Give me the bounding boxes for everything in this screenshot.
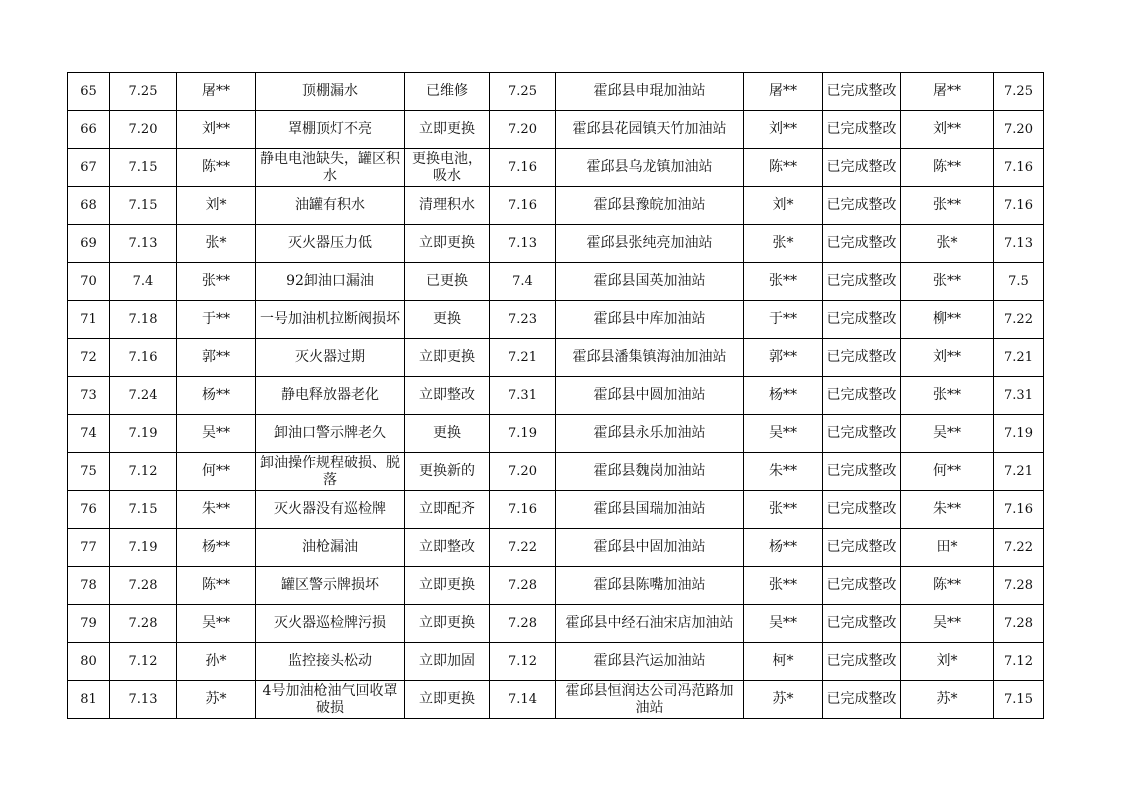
action-cell: 立即整改 <box>405 529 490 567</box>
issue-cell: 灭火器巡检牌污损 <box>256 605 405 643</box>
status-cell: 已完成整改 <box>823 301 901 339</box>
verifier-cell: 田* <box>901 529 994 567</box>
row-number-cell: 75 <box>68 453 110 491</box>
found-date-cell: 7.28 <box>110 567 177 605</box>
table-row <box>68 567 1044 605</box>
action-cell: 立即更换 <box>405 605 490 643</box>
row-number-cell: 72 <box>68 339 110 377</box>
status-cell: 已完成整改 <box>823 149 901 187</box>
verify-date-cell: 7.25 <box>994 73 1044 111</box>
inspector-cell: 陈** <box>177 149 256 187</box>
inspector-cell: 杨** <box>177 529 256 567</box>
station-cell: 霍邱县张纯亮加油站 <box>556 225 744 263</box>
fix-date-cell: 7.20 <box>490 453 556 491</box>
issue-cell: 油枪漏油 <box>256 529 405 567</box>
issue-cell: 灭火器过期 <box>256 339 405 377</box>
responsible-cell: 张** <box>744 263 823 301</box>
verify-date-cell: 7.12 <box>994 643 1044 681</box>
found-date-cell: 7.19 <box>110 415 177 453</box>
issue-cell: 灭火器压力低 <box>256 225 405 263</box>
table-row <box>68 529 1044 567</box>
table-row <box>68 225 1044 263</box>
action-cell: 立即更换 <box>405 111 490 149</box>
row-number-cell: 77 <box>68 529 110 567</box>
verify-date-cell: 7.13 <box>994 225 1044 263</box>
row-number-cell: 80 <box>68 643 110 681</box>
inspector-cell: 何** <box>177 453 256 491</box>
verifier-cell: 刘** <box>901 339 994 377</box>
issue-cell: 卸油口警示牌老久 <box>256 415 405 453</box>
responsible-cell: 杨** <box>744 529 823 567</box>
fix-date-cell: 7.14 <box>490 681 556 719</box>
action-cell: 立即加固 <box>405 643 490 681</box>
inspector-cell: 屠** <box>177 73 256 111</box>
station-cell: 霍邱县潘集镇海油加油站 <box>556 339 744 377</box>
status-cell: 已完成整改 <box>823 643 901 681</box>
action-cell: 清理积水 <box>405 187 490 225</box>
fix-date-cell: 7.4 <box>490 263 556 301</box>
found-date-cell: 7.13 <box>110 681 177 719</box>
action-cell: 立即更换 <box>405 339 490 377</box>
responsible-cell: 于** <box>744 301 823 339</box>
verifier-cell: 陈** <box>901 149 994 187</box>
responsible-cell: 张** <box>744 567 823 605</box>
station-cell: 霍邱县中库加油站 <box>556 301 744 339</box>
found-date-cell: 7.12 <box>110 643 177 681</box>
verify-date-cell: 7.21 <box>994 339 1044 377</box>
row-number-cell: 79 <box>68 605 110 643</box>
verify-date-cell: 7.16 <box>994 149 1044 187</box>
verify-date-cell: 7.5 <box>994 263 1044 301</box>
verifier-cell: 屠** <box>901 73 994 111</box>
inspector-cell: 孙* <box>177 643 256 681</box>
fix-date-cell: 7.23 <box>490 301 556 339</box>
inspector-cell: 张* <box>177 225 256 263</box>
issue-cell: 卸油操作规程破损、脱落 <box>256 453 405 491</box>
verifier-cell: 张* <box>901 225 994 263</box>
issue-cell: 监控接头松动 <box>256 643 405 681</box>
verifier-cell: 吴** <box>901 415 994 453</box>
station-cell: 霍邱县豫皖加油站 <box>556 187 744 225</box>
station-cell: 霍邱县魏岗加油站 <box>556 453 744 491</box>
verifier-cell: 朱** <box>901 491 994 529</box>
action-cell: 已维修 <box>405 73 490 111</box>
status-cell: 已完成整改 <box>823 339 901 377</box>
verify-date-cell: 7.16 <box>994 187 1044 225</box>
fix-date-cell: 7.16 <box>490 187 556 225</box>
issue-cell: 静电释放器老化 <box>256 377 405 415</box>
row-number-cell: 66 <box>68 111 110 149</box>
station-cell: 霍邱县申琨加油站 <box>556 73 744 111</box>
row-number-cell: 69 <box>68 225 110 263</box>
verify-date-cell: 7.31 <box>994 377 1044 415</box>
inspector-cell: 陈** <box>177 567 256 605</box>
action-cell: 更换电池，吸水 <box>405 149 490 187</box>
responsible-cell: 杨** <box>744 377 823 415</box>
fix-date-cell: 7.20 <box>490 111 556 149</box>
table-row <box>68 111 1044 149</box>
found-date-cell: 7.18 <box>110 301 177 339</box>
fix-date-cell: 7.25 <box>490 73 556 111</box>
issue-cell: 罩棚顶灯不亮 <box>256 111 405 149</box>
found-date-cell: 7.13 <box>110 225 177 263</box>
found-date-cell: 7.20 <box>110 111 177 149</box>
table-row <box>68 643 1044 681</box>
inspector-cell: 刘** <box>177 111 256 149</box>
inspector-cell: 杨** <box>177 377 256 415</box>
row-number-cell: 67 <box>68 149 110 187</box>
responsible-cell: 柯* <box>744 643 823 681</box>
status-cell: 已完成整改 <box>823 529 901 567</box>
issue-cell: 一号加油机拉断阀损坏 <box>256 301 405 339</box>
found-date-cell: 7.28 <box>110 605 177 643</box>
row-number-cell: 81 <box>68 681 110 719</box>
table-row <box>68 263 1044 301</box>
issue-cell: 92卸油口漏油 <box>256 263 405 301</box>
inspection-table <box>67 72 1044 719</box>
verifier-cell: 张** <box>901 263 994 301</box>
found-date-cell: 7.15 <box>110 491 177 529</box>
verify-date-cell: 7.19 <box>994 415 1044 453</box>
verifier-cell: 陈** <box>901 567 994 605</box>
station-cell: 霍邱县中圆加油站 <box>556 377 744 415</box>
status-cell: 已完成整改 <box>823 491 901 529</box>
fix-date-cell: 7.28 <box>490 605 556 643</box>
fix-date-cell: 7.19 <box>490 415 556 453</box>
verify-date-cell: 7.28 <box>994 567 1044 605</box>
fix-date-cell: 7.21 <box>490 339 556 377</box>
responsible-cell: 朱** <box>744 453 823 491</box>
row-number-cell: 78 <box>68 567 110 605</box>
fix-date-cell: 7.12 <box>490 643 556 681</box>
table-row <box>68 681 1044 719</box>
responsible-cell: 郭** <box>744 339 823 377</box>
inspector-cell: 吴** <box>177 415 256 453</box>
responsible-cell: 吴** <box>744 415 823 453</box>
action-cell: 立即更换 <box>405 681 490 719</box>
fix-date-cell: 7.31 <box>490 377 556 415</box>
found-date-cell: 7.4 <box>110 263 177 301</box>
verify-date-cell: 7.21 <box>994 453 1044 491</box>
status-cell: 已完成整改 <box>823 453 901 491</box>
verify-date-cell: 7.16 <box>994 491 1044 529</box>
responsible-cell: 苏* <box>744 681 823 719</box>
found-date-cell: 7.16 <box>110 339 177 377</box>
action-cell: 立即更换 <box>405 225 490 263</box>
action-cell: 已更换 <box>405 263 490 301</box>
action-cell: 更换新的 <box>405 453 490 491</box>
found-date-cell: 7.19 <box>110 529 177 567</box>
found-date-cell: 7.12 <box>110 453 177 491</box>
action-cell: 更换 <box>405 415 490 453</box>
station-cell: 霍邱县永乐加油站 <box>556 415 744 453</box>
fix-date-cell: 7.28 <box>490 567 556 605</box>
issue-cell: 4号加油枪油气回收罩破损 <box>256 681 405 719</box>
responsible-cell: 吴** <box>744 605 823 643</box>
action-cell: 立即更换 <box>405 567 490 605</box>
inspector-cell: 于** <box>177 301 256 339</box>
action-cell: 立即配齐 <box>405 491 490 529</box>
verifier-cell: 吴** <box>901 605 994 643</box>
inspector-cell: 朱** <box>177 491 256 529</box>
responsible-cell: 屠** <box>744 73 823 111</box>
table-row <box>68 187 1044 225</box>
table-row <box>68 491 1044 529</box>
status-cell: 已完成整改 <box>823 73 901 111</box>
responsible-cell: 张** <box>744 491 823 529</box>
verify-date-cell: 7.22 <box>994 529 1044 567</box>
station-cell: 霍邱县汽运加油站 <box>556 643 744 681</box>
status-cell: 已完成整改 <box>823 415 901 453</box>
verifier-cell: 刘** <box>901 111 994 149</box>
verify-date-cell: 7.22 <box>994 301 1044 339</box>
responsible-cell: 刘** <box>744 111 823 149</box>
row-number-cell: 65 <box>68 73 110 111</box>
table-row <box>68 415 1044 453</box>
inspector-cell: 郭** <box>177 339 256 377</box>
responsible-cell: 张* <box>744 225 823 263</box>
table-row <box>68 605 1044 643</box>
station-cell: 霍邱县陈嘴加油站 <box>556 567 744 605</box>
row-number-cell: 68 <box>68 187 110 225</box>
station-cell: 霍邱县恒润达公司冯范路加油站 <box>556 681 744 719</box>
verifier-cell: 柳** <box>901 301 994 339</box>
issue-cell: 静电电池缺失，罐区积水 <box>256 149 405 187</box>
row-number-cell: 73 <box>68 377 110 415</box>
found-date-cell: 7.25 <box>110 73 177 111</box>
verify-date-cell: 7.20 <box>994 111 1044 149</box>
status-cell: 已完成整改 <box>823 681 901 719</box>
issue-cell: 罐区警示牌损坏 <box>256 567 405 605</box>
fix-date-cell: 7.16 <box>490 149 556 187</box>
inspector-cell: 吴** <box>177 605 256 643</box>
table-row <box>68 453 1044 491</box>
station-cell: 霍邱县国英加油站 <box>556 263 744 301</box>
status-cell: 已完成整改 <box>823 263 901 301</box>
status-cell: 已完成整改 <box>823 225 901 263</box>
action-cell: 更换 <box>405 301 490 339</box>
responsible-cell: 陈** <box>744 149 823 187</box>
station-cell: 霍邱县中经石油宋店加油站 <box>556 605 744 643</box>
verifier-cell: 刘* <box>901 643 994 681</box>
verifier-cell: 何** <box>901 453 994 491</box>
table-row <box>68 301 1044 339</box>
status-cell: 已完成整改 <box>823 187 901 225</box>
fix-date-cell: 7.16 <box>490 491 556 529</box>
row-number-cell: 70 <box>68 263 110 301</box>
table-row <box>68 339 1044 377</box>
row-number-cell: 76 <box>68 491 110 529</box>
status-cell: 已完成整改 <box>823 111 901 149</box>
station-cell: 霍邱县花园镇天竹加油站 <box>556 111 744 149</box>
found-date-cell: 7.15 <box>110 149 177 187</box>
table-row <box>68 377 1044 415</box>
status-cell: 已完成整改 <box>823 377 901 415</box>
row-number-cell: 71 <box>68 301 110 339</box>
found-date-cell: 7.15 <box>110 187 177 225</box>
station-cell: 霍邱县国瑞加油站 <box>556 491 744 529</box>
verify-date-cell: 7.15 <box>994 681 1044 719</box>
inspector-cell: 刘* <box>177 187 256 225</box>
found-date-cell: 7.24 <box>110 377 177 415</box>
inspector-cell: 张** <box>177 263 256 301</box>
row-number-cell: 74 <box>68 415 110 453</box>
station-cell: 霍邱县中固加油站 <box>556 529 744 567</box>
action-cell: 立即整改 <box>405 377 490 415</box>
responsible-cell: 刘* <box>744 187 823 225</box>
issue-cell: 油罐有积水 <box>256 187 405 225</box>
status-cell: 已完成整改 <box>823 567 901 605</box>
table-body <box>68 73 1044 719</box>
verifier-cell: 张** <box>901 377 994 415</box>
table-row <box>68 73 1044 111</box>
station-cell: 霍邱县乌龙镇加油站 <box>556 149 744 187</box>
verify-date-cell: 7.28 <box>994 605 1044 643</box>
verifier-cell: 张** <box>901 187 994 225</box>
table-row <box>68 149 1044 187</box>
fix-date-cell: 7.22 <box>490 529 556 567</box>
issue-cell: 顶棚漏水 <box>256 73 405 111</box>
inspector-cell: 苏* <box>177 681 256 719</box>
fix-date-cell: 7.13 <box>490 225 556 263</box>
issue-cell: 灭火器没有巡检牌 <box>256 491 405 529</box>
status-cell: 已完成整改 <box>823 605 901 643</box>
verifier-cell: 苏* <box>901 681 994 719</box>
